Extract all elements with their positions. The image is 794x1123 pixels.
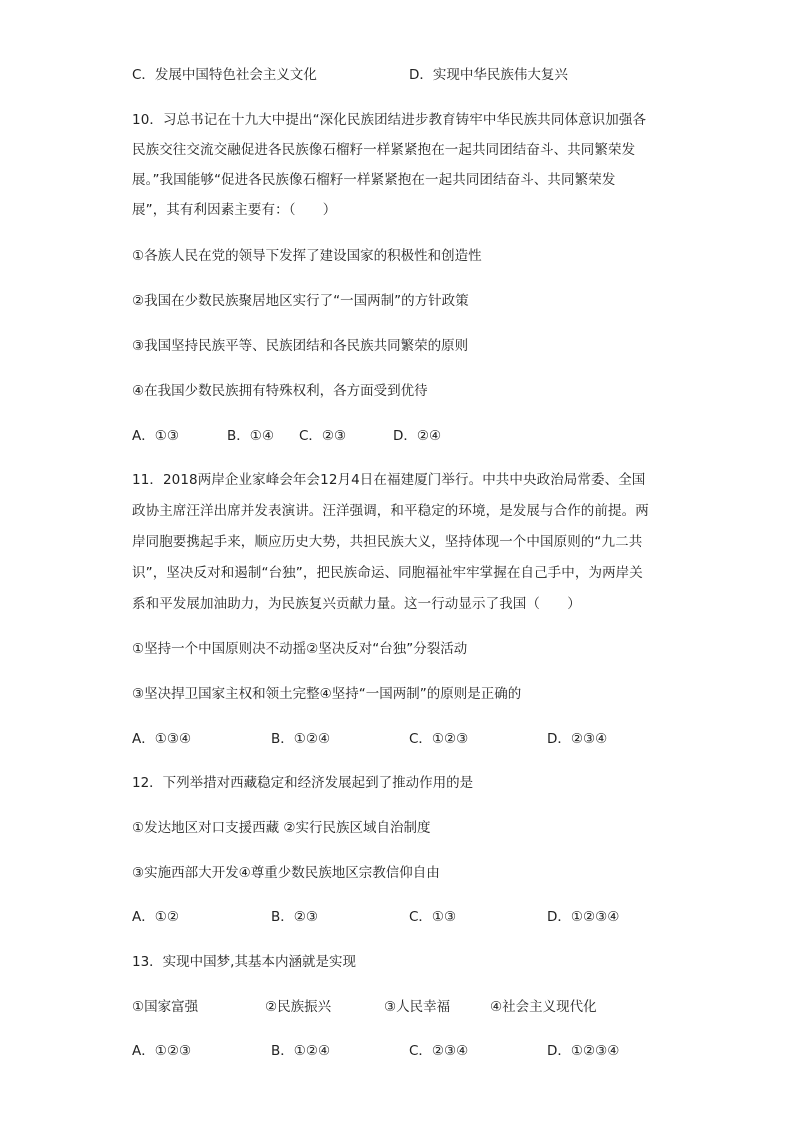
answer-option-c: C．①②③ [409, 731, 469, 747]
question-stem: 13．实现中国梦,其基本内涵就是实现 [132, 954, 356, 970]
question-text-line: 民族交往交流交融促进各民族像石榴籽一样紧紧抱在一起共同团结奋斗、共同繁荣发 [132, 142, 636, 158]
statement-item: ④社会主义现代化 [490, 999, 597, 1015]
question-text-line: 系和平发展加油助力，为民族复兴贡献力量。这一行动显示了我国（ ） [132, 596, 581, 612]
statement-item: ③我国坚持民族平等、民族团结和各民族共同繁荣的原则 [132, 338, 469, 354]
answer-option-d: D．①②③④ [547, 909, 620, 925]
statement-item: ①国家富强 [132, 999, 199, 1015]
answer-option-c: C．①③ [409, 909, 457, 925]
answer-option-a: A．①③ [132, 428, 179, 444]
answer-option-d: D．①②③④ [547, 1043, 620, 1059]
answer-option-a: A．①② [132, 909, 179, 925]
question-text-line: 10．习总书记在十九大中提出“深化民族团结进步教育铸牢中华民族共同体意识加强各 [132, 112, 647, 128]
answer-option-d: D．②③④ [547, 731, 608, 747]
answer-option-a: A．①③④ [132, 731, 192, 747]
option-d: D．实现中华民族伟大复兴 [409, 67, 568, 83]
statement-item: ①发达地区对口支援西藏 ②实行民族区域自治制度 [132, 820, 431, 836]
answer-option-a: A．①②③ [132, 1043, 192, 1059]
statement-item: ②我国在少数民族聚居地区实行了“一国两制”的方针政策 [132, 293, 469, 309]
answer-option-b: B．②③ [271, 909, 318, 925]
answer-option-b: B．①②④ [271, 1043, 331, 1059]
statement-item: ③实施西部大开发④尊重少数民族地区宗教信仰自由 [132, 865, 440, 881]
answer-option-c: C．②③ [299, 428, 347, 444]
question-text-line: 展”，其有利因素主要有：（ ） [132, 202, 337, 218]
statement-item: ①各族人民在党的领导下发挥了建设国家的积极性和创造性 [132, 248, 482, 264]
question-text-line: 政协主席汪洋出席并发表演讲。汪洋强调，和平稳定的环境，是发展与合作的前提。两 [132, 503, 649, 519]
answer-option-b: B．①②④ [271, 731, 331, 747]
statement-item: ①坚持一个中国原则决不动摇②坚决反对“台独”分裂活动 [132, 641, 468, 657]
statement-item: ②民族振兴 [265, 999, 332, 1015]
question-text-line: 识”，坚决反对和遏制“台独”，把民族命运、同胞福祉牢牢掌握在自己手中，为两岸关 [132, 565, 643, 581]
answer-option-b: B．①④ [227, 428, 274, 444]
question-text-line: 11．2018两岸企业家峰会年会12月4日在福建厦门举行。中共中央政治局常委、全国 [132, 472, 646, 488]
statement-item: ④在我国少数民族拥有特殊权利，各方面受到优待 [132, 383, 428, 399]
question-text-line: 展。”我国能够“促进各民族像石榴籽一样紧紧抱在一起共同团结奋斗、共同繁荣发 [132, 172, 616, 188]
question-text-line: 岸同胞要携起手来，顺应历史大势，共担民族大义，坚持体现一个中国原则的“九二共 [132, 534, 643, 550]
statement-item: ③坚决捍卫国家主权和领土完整④坚持“一国两制”的原则是正确的 [132, 686, 522, 702]
answer-option-d: D．②④ [393, 428, 442, 444]
question-stem: 12．下列举措对西藏稳定和经济发展起到了推动作用的是 [132, 775, 474, 791]
answer-option-c: C．②③④ [409, 1043, 469, 1059]
option-c: C．发展中国特色社会主义文化 [132, 67, 317, 83]
statement-item: ③人民幸福 [384, 999, 451, 1015]
